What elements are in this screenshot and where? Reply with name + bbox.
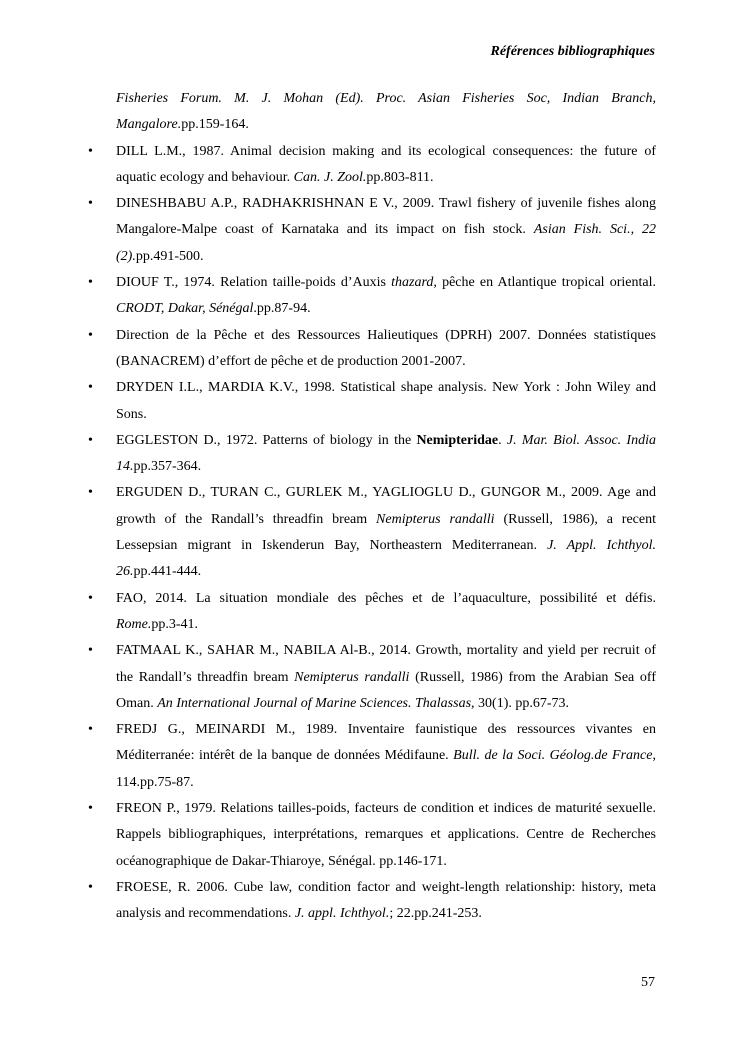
- reference-text-segment: Nemipterus randalli: [294, 669, 410, 685]
- reference-text-segment: J. appl. Ichthyol.: [294, 906, 390, 922]
- reference-text-segment: .pp.87-94.: [253, 301, 311, 317]
- reference-item: [116, 428, 656, 481]
- reference-item: [116, 796, 656, 875]
- reference-text-segment: Nemipterus randalli: [376, 511, 495, 527]
- reference-list: [116, 86, 656, 928]
- reference-item: [116, 191, 656, 270]
- reference-item: [116, 717, 656, 796]
- reference-text-segment: DINESHBABU A.P., RADHAKRISHNAN E V., 2009. Trawl fishery of juvenile fishes along Mangalore-Malpe coast of Karnataka and its impact on fish stock.: [116, 196, 656, 238]
- reference-text-segment: FROESE, R. 2006. Cube law, condition factor and weight-length relationship: history, meta analysis and recommendations.: [116, 879, 656, 922]
- reference-item: [116, 139, 656, 192]
- reference-text-segment: pp.3-41.: [151, 616, 199, 632]
- reference-text-segment: , 114.pp.75-87.: [116, 748, 656, 790]
- reference-text-segment: ERGUDEN D., TURAN C., GURLEK M., YAGLIOGLU D., GUNGOR M., 2009. Age and growth of the Randall’s threadfin bream: [116, 485, 656, 527]
- reference-text-segment: Rome.: [116, 616, 152, 632]
- reference-text-segment: pp.803-811.: [366, 169, 434, 185]
- reference-text-segment: (Russell, 1986) from the Arabian Sea off Oman.: [116, 669, 657, 711]
- reference-text-segment: pp.491-500.: [135, 248, 204, 264]
- reference-text-segment: pp.357-364.: [133, 459, 202, 475]
- reference-text-segment: Asian Fish. Sci., 22 (2).: [116, 222, 656, 264]
- reference-text-segment: Fisheries Forum. M. J. Mohan (Ed). Proc. Asian Fisheries Soc, Indian Branch, Mangalore.: [116, 91, 656, 133]
- reference-text-segment: An International Journal of Marine Sciences. Thalassas,: [157, 695, 475, 711]
- running-header: Références bibliographiques: [490, 44, 655, 59]
- reference-item: [116, 323, 656, 376]
- page-number: 57: [641, 975, 655, 990]
- reference-text-segment: DRYDEN I.L., MARDIA K.V., 1998. Statistical shape analysis. New York : John Wiley and Sons.: [116, 380, 656, 422]
- reference-text-segment: FREON P., 1979. Relations tailles-poids, facteurs de condition et indices de maturité sexuelle. Rappels bibliographiques, interprétations, remarques et applications. Centre de Recherches océanographique de Dakar-Thiaroye, Sénégal. pp.146-171.: [116, 801, 656, 869]
- reference-text-segment: pp.441-444.: [133, 564, 202, 580]
- reference-text-segment: EGGLESTON D., 1972. Patterns of biology in the: [116, 432, 417, 448]
- reference-text-segment: .: [498, 432, 507, 448]
- reference-text-segment: J. Appl. Ichthyol. 26.: [116, 538, 656, 580]
- reference-item: [116, 875, 656, 928]
- reference-text-segment: CRODT, Dakar, Sénégal: [116, 301, 254, 317]
- reference-text-segment: 30(1). pp.67-73.: [474, 695, 570, 711]
- reference-item: [116, 638, 656, 717]
- reference-item: [116, 480, 656, 585]
- reference-text-segment: pp.159-164.: [181, 117, 249, 133]
- reference-item: [116, 270, 656, 323]
- reference-text-segment: (Russell, 1986), a recent Lessepsian migrant in Iskenderun Bay, Northeastern Mediterranean.: [116, 511, 657, 554]
- reference-text-segment: , pêche en Atlantique tropical oriental.: [433, 275, 656, 291]
- reference-text-segment: Bull. de la Soci. Géolog.de France: [453, 748, 653, 764]
- reference-text-segment: FREDJ G., MEINARDI M., 1989. Inventaire faunistique des ressources vivantes en Méditerranée: intérêt de la banque de données Médifaune.: [116, 722, 656, 764]
- reference-text-segment: Can. J. Zool.: [293, 169, 367, 185]
- reference-text-segment: Direction de la Pêche et des Ressources Halieutiques (DPRH) 2007. Données statistiques (BANACREM) d’effort de pêche et de production 2001-2007.: [116, 327, 656, 369]
- reference-text-segment: FATMAAL K., SAHAR M., NABILA Al-B., 2014. Growth, mortality and yield per recruit of the Randall’s threadfin bream: [116, 643, 656, 685]
- reference-text-segment: DILL L.M., 1987. Animal decision making and its ecological consequences: the future of aquatic ecology and behaviour.: [116, 143, 656, 185]
- reference-text-segment: DIOUF T., 1974. Relation taille-poids d’Auxis: [116, 275, 392, 291]
- reference-text-segment: Nemipteridae: [416, 432, 499, 448]
- reference-item: [116, 86, 656, 139]
- reference-text-segment: J. Mar. Biol. Assoc. India 14.: [116, 432, 656, 475]
- reference-item: [116, 375, 656, 428]
- reference-text-segment: FAO, 2014. La situation mondiale des pêches et de l’aquaculture, possibilité et défis.: [116, 590, 656, 606]
- reference-item: [116, 586, 656, 639]
- reference-text-segment: ; 22.pp.241-253.: [389, 906, 482, 922]
- reference-text-segment: thazard: [391, 275, 434, 291]
